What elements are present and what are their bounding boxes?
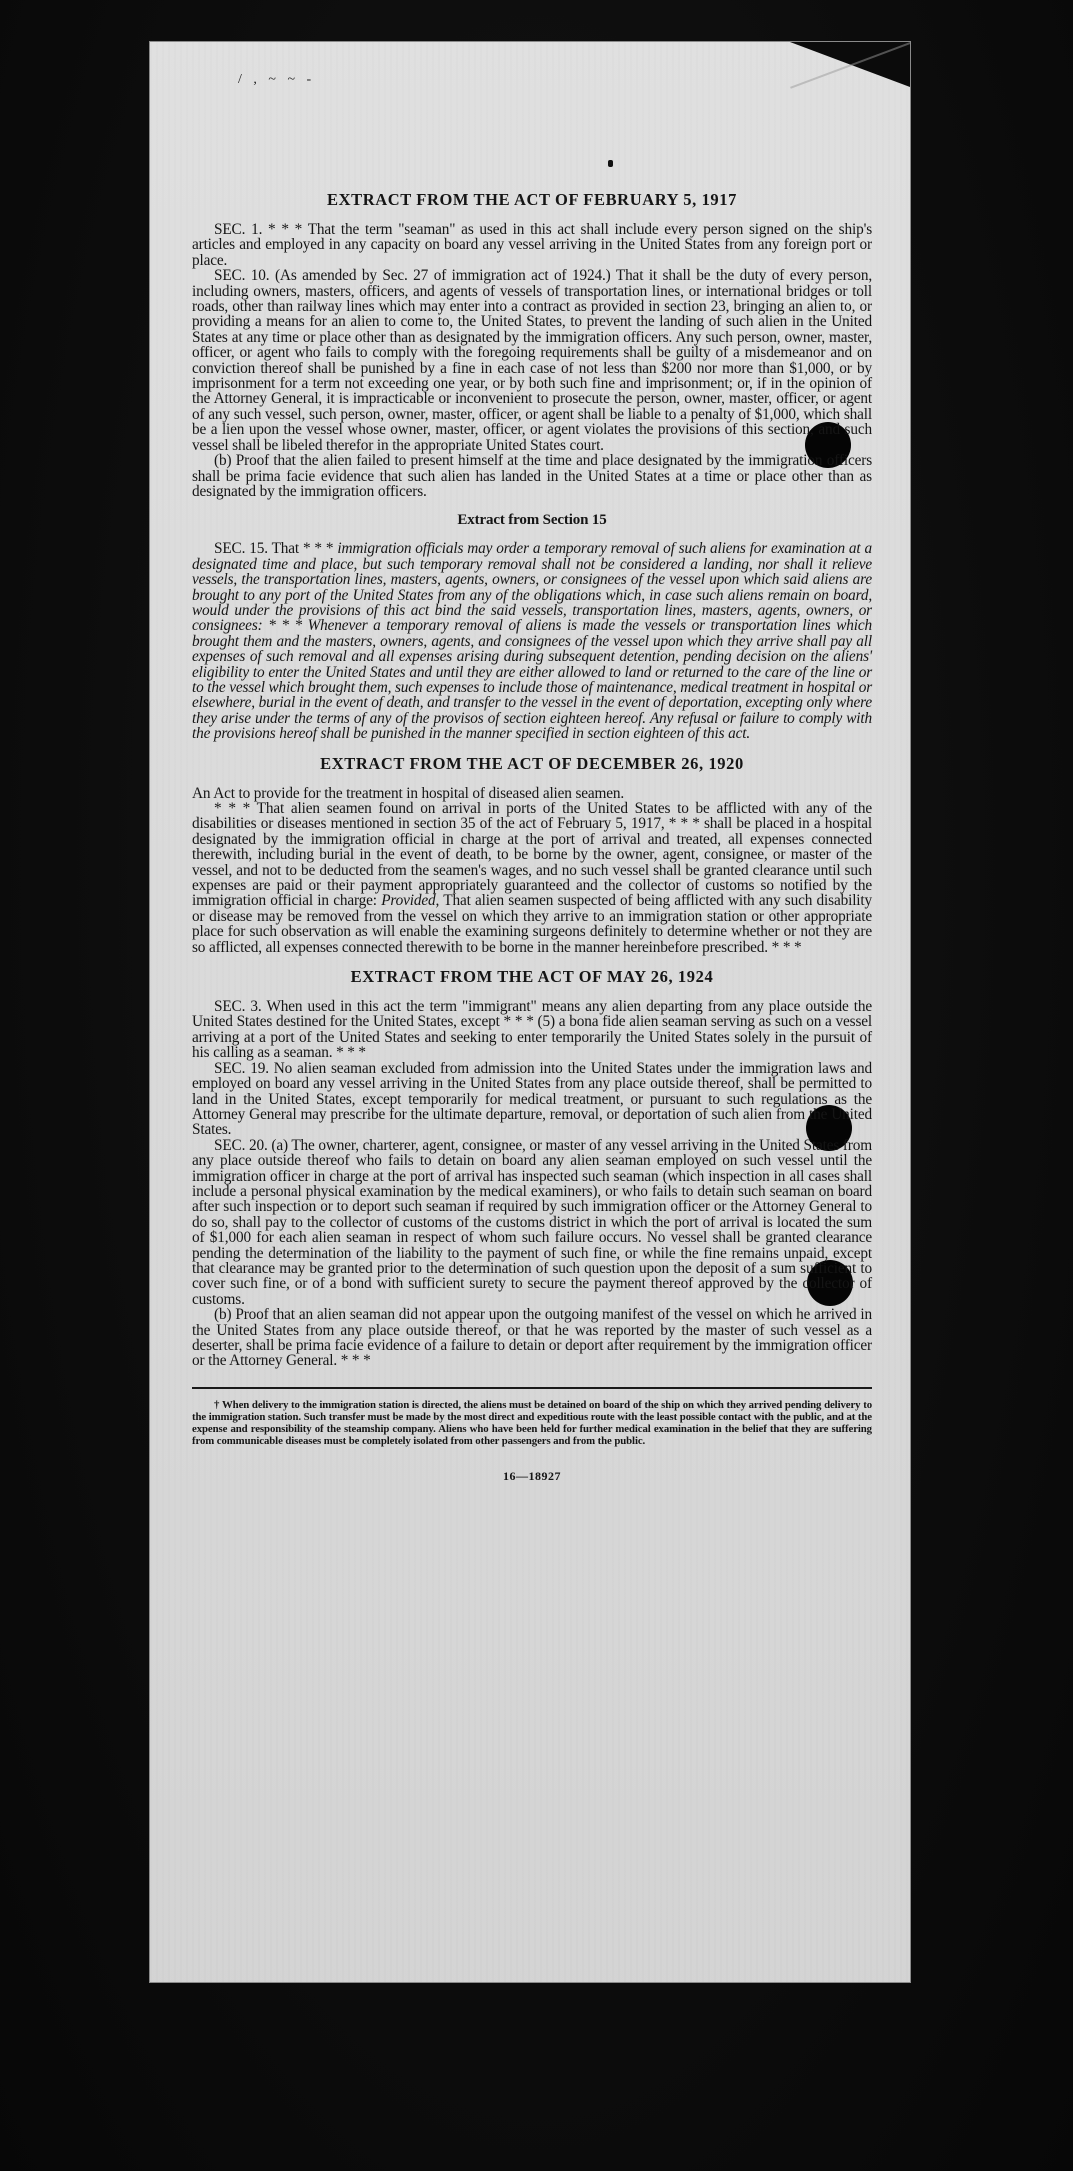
section-15-heading: Extract from Section 15 <box>457 512 607 529</box>
act-1920-section <box>192 754 872 955</box>
sec-15-lead: SEC. 15. That * * * <box>214 540 334 558</box>
act-1920-body-after: That alien seamen suspected of being afflicted with any such disability or disease may be removed from the vessel on which they arrive to an immigration station or other appropriate place for such observation as will enable the examining surgeons definitely to determine whether or not they are so afflicted, all expenses connected therewith to be borne in the manner hereinbefore prescribed. * * * <box>192 892 872 956</box>
sec-20b-paragraph: (b) Proof that an alien seaman did not appear upon the outgoing manifest of the vessel on which he arrived in the United States from any place outside thereof, or that he was reported by the master of such vessel as a deserter, shall be prima facie evidence of a failure to detain or deport after requirement by the immigration officer or the Attorney General. * * * <box>192 1306 872 1370</box>
sec-20a-paragraph: SEC. 20. (a) The owner, charterer, agent, consignee, or master of any vessel arriving in the United States from any place outside thereof who fails to detain on board any alien seaman employed on such vessel until the immigration officer in charge at the port of arrival has inspected such seaman (which inspection in all cases shall include a personal physical examination by the medical examiners), or who fails to detain such seaman on board after such inspection or to deport such seaman if required by such immigration officer or the Attorney General to do so, shall pay to the collector of customs of the customs district in which the port of arrival is located the sum of $1,000 for each alien seaman in respect of whom such failure occurs. No vessel shall be granted clearance pending the determination of the liability to the payment of such fine, or while the fine remains unpaid, except that clearance may be granted prior to the determination of such question upon the deposit of a sum sufficient to cover such fine, or of a bond with sufficient surety to secure the payment thereof approved by the collector of customs. <box>192 1136 872 1308</box>
act-1924-section <box>192 967 872 1369</box>
stray-marks: / , ~ ~ - <box>238 72 316 87</box>
document-body <box>192 190 872 1484</box>
act-1917-heading: EXTRACT FROM THE ACT OF FEBRUARY 5, 1917 <box>327 190 737 209</box>
footnote-divider <box>192 1387 872 1389</box>
sec-3-paragraph: SEC. 3. When used in this act the term "immigrant" means any alien departing from any place outside the United States destined for the United States, except * * * (5) a bona fide alien seaman serving as such on a vessel arriving at a port of the United States and seeking to enter temporarily the United States solely in the pursuit of his calling as a seaman. * * * <box>192 998 872 1062</box>
section-15-extract <box>192 511 872 741</box>
provided-clause: Provided, <box>381 892 440 910</box>
sec-1-paragraph: SEC. 1. * * * That the term "seaman" as used in this act shall include every person signed on the ship's articles and employed in any capacity on board any vessel arriving in the United States from any foreign port or place. <box>192 221 872 269</box>
sec-15-body: immigration officials may order a temporary removal of such aliens for examination at a designated time and place, but such temporary removal shall not be considered a landing, nor shall it relieve vessels, the transportation lines, masters, agents, owners, or consignees of the vessel upon which said aliens are brought to any port of the United States from any of the obligations which, in case such aliens remain on board, would under the provisions of this act bind the said vessels, transportation lines, masters, agents, owners, or consignees: * * * Whenever a temporary removal of aliens is made the vessels or transportation lines which brought them and the masters, owners, agents, and consignees of the vessel upon which they arrive shall pay all expenses of such removal and all expenses arising during subsequent detention, pending decision on the aliens' eligibility to enter the United States and until they are either allowed to land or returned to the care of the line or to the vessel which brought them, such expenses to include those of maintenance, medical treatment in hospital or elsewhere, burial in the event of death, and transfer to the vessel in the event of deportation, excepting only where they arise under the terms of any of the provisos of section eighteen hereof. Any refusal or failure to comply with the provisions hereof shall be punished in the manner specified in section eighteen of this act. <box>192 540 872 743</box>
act-1920-heading: EXTRACT FROM THE ACT OF DECEMBER 26, 1920 <box>320 753 744 773</box>
sec-15-paragraph <box>192 541 872 741</box>
act-1920-paragraph <box>192 801 872 955</box>
sec-10b-paragraph: (b) Proof that the alien failed to present himself at the time and place designated by the immigration officers shall be prima facie evidence that such alien has landed in the United States at a time or place other than as designated by the immigration officers. <box>192 452 872 500</box>
document-page <box>150 42 910 1982</box>
act-1920-title: An Act to provide for the treatment in hospital of diseased alien seamen. <box>192 784 625 802</box>
form-number: 16—18927 <box>503 1468 561 1483</box>
ink-dot <box>608 160 613 167</box>
act-1920-body-before: * * * That alien seamen found on arrival in ports of the United States to be afflicted with any of the disabilities or diseases mentioned in section 35 of the act of February 5, 1917, * * * shall be placed in a hospital designated by the immigration official in charge at the port of arrival and treated, all expenses connected therewith, including burial in the event of death, to be borne by the owner, agent, consignee, or master of the vessel, and not to be deducted from the seamen's wages, and no such vessel shall be granted clearance until such expenses are paid or their payment appropriately guaranteed and the collector of customs so notified by the immigration official in charge: <box>192 800 872 910</box>
act-1924-heading: EXTRACT FROM THE ACT OF MAY 26, 1924 <box>350 967 714 987</box>
footnote: † When delivery to the immigration station is directed, the aliens must be detained on board of the ship on which they arrived pending delivery to the immigration station. Such transfer must be made by the most direct and expeditious route with the least possible contact with the public, and at the expense and responsibility of the steamship company. Aliens who have been held for further medical examination in the belief that they are suffering from communicable diseases must be completely isolated from other passengers and from the public. <box>192 1398 872 1447</box>
act-1917-section <box>192 190 872 499</box>
sec-19-paragraph: SEC. 19. No alien seaman excluded from admission into the United States under the immigration laws and employed on board any vessel arriving in the United States from any place outside thereof, shall be permitted to land in the United States, except temporarily for medical treatment, or pursuant to such regulations as the Attorney General may prescribe for the ultimate departure, removal, or deportation of such alien from the United States. <box>192 1059 872 1139</box>
sec-10-paragraph: SEC. 10. (As amended by Sec. 27 of immigration act of 1924.) That it shall be the duty of every person, including owners, masters, officers, and agents of vessels of transportation lines, or international bridges or toll roads, other than railway lines which may enter into a contract as provided in section 23, bringing an alien to, or providing a means for an alien to come to, the United States, to prevent the landing of such alien in the United States at any time or place other than as designated by the immigration officers. Any such person, owner, master, officer, or agent who fails to comply with the foregoing requirements shall be guilty of a misdemeanor and on conviction thereof shall be punished by a fine in each case of not less than $200 nor more than $1,000, or by imprisonment for a term not exceeding one year, or by both such fine and imprisonment; or, if in the opinion of the Attorney General, it is impracticable or inconvenient to prosecute the person, owner, master, officer, or agent of any such vessel, such person, owner, master, officer, or agent shall be liable to a penalty of $1,000, which shall be a lien upon the vessel whose owner, master, officer, or agent violates the provisions of this section, and such vessel shall be libeled therefor in the appropriate United States court. <box>192 267 872 454</box>
